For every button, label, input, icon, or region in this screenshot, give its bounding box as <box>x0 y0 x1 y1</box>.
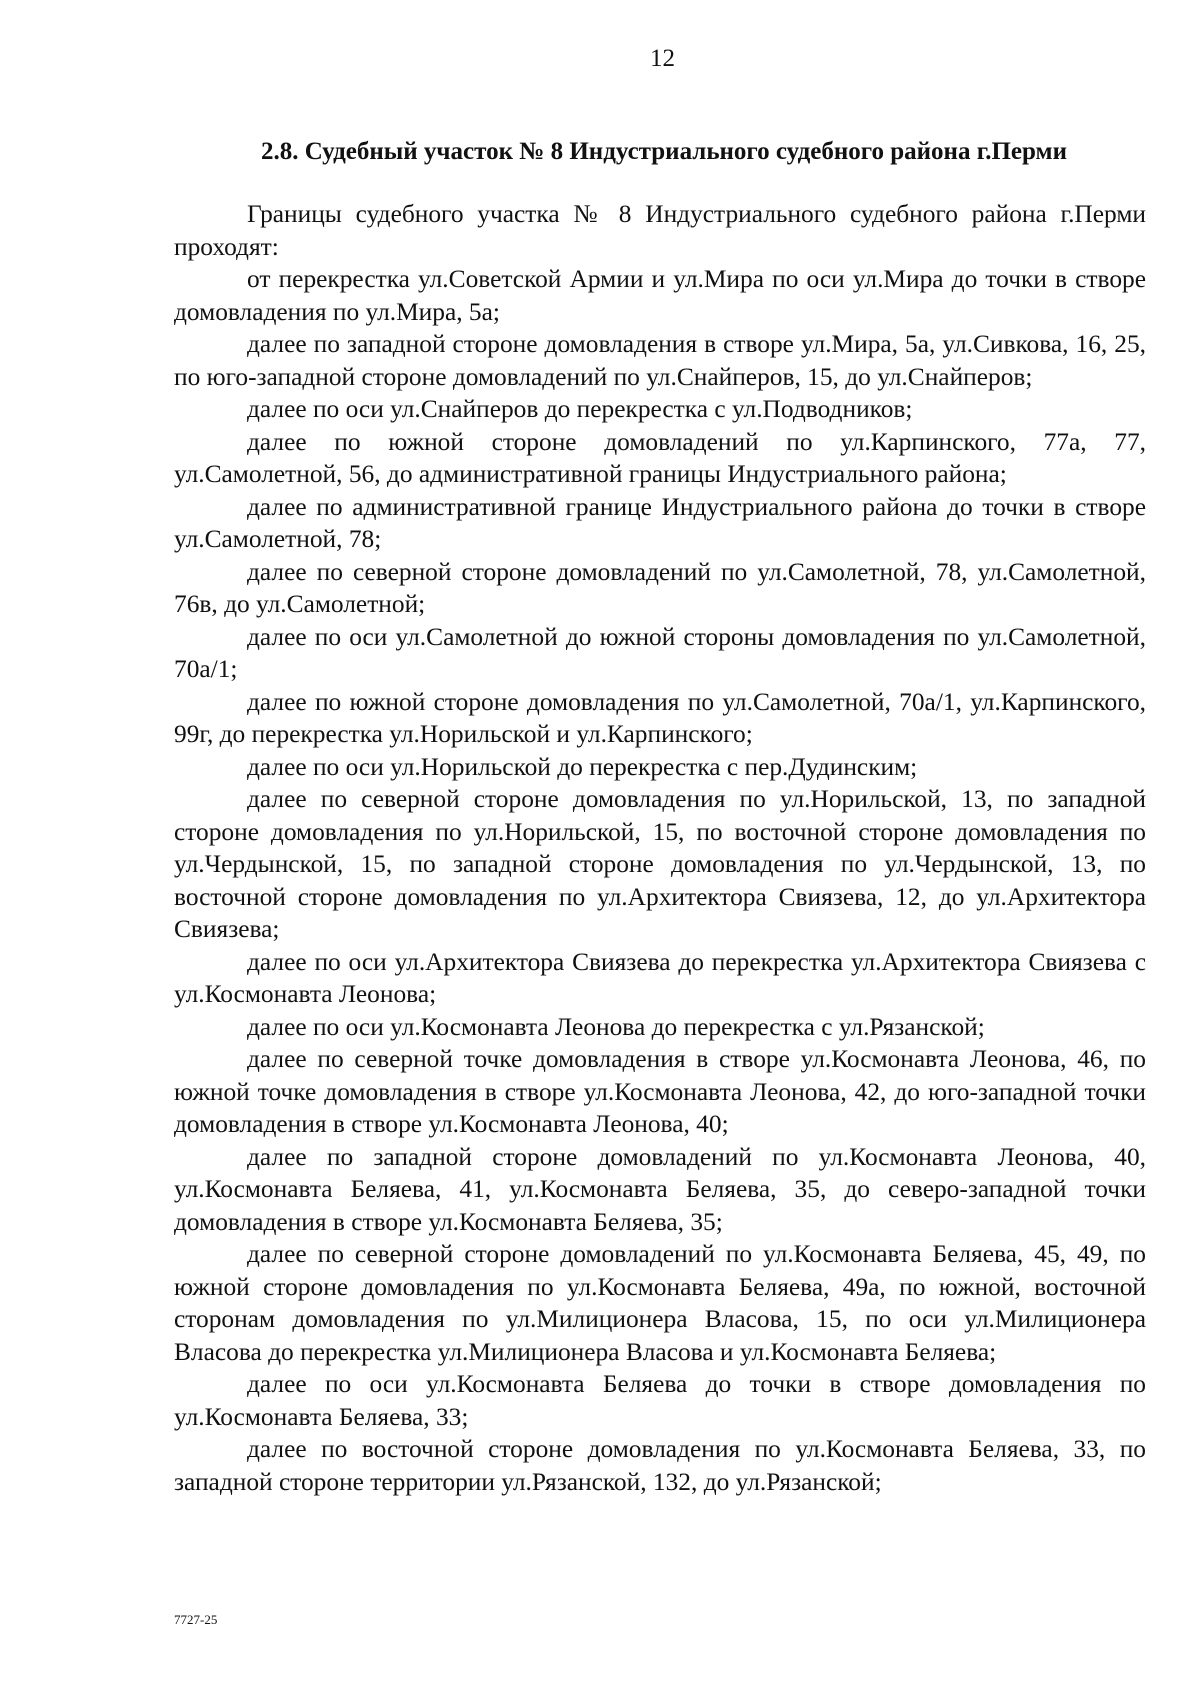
section-heading: 2.8. Судебный участок № 8 Индустриального судебного района г.Перми <box>261 138 1067 165</box>
paragraph: Границы судебного участка № 8 Индустриального судебного района г.Перми проходят: <box>174 200 1146 261</box>
page-number: 12 <box>650 45 675 72</box>
paragraph: далее по южной стороне домовладений по ул.Карпинского, 77а, 77, ул.Самолетной, 56, до административной границы Индустриального района; <box>174 427 1146 488</box>
paragraph: далее по оси ул.Космонавта Леонова до перекрестка с ул.Рязанской; <box>247 1012 985 1041</box>
paragraph: далее по северной стороне домовладения по ул.Норильской, 13, по западной стороне домовладения по ул.Норильской, 15, по восточной стороне домовладения по ул.Чердынской, 15, по западной стороне домовладения по ул.Чердынской, 13, по восточной стороне домовладения по ул.Архитектора Свиязева, 12, до ул.Архитектора Свиязева; <box>174 785 1146 943</box>
body-text <box>174 198 1146 1498</box>
paragraph: далее по административной границе Индустриального района до точки в створе ул.Самолетной, 78; <box>174 492 1146 553</box>
paragraph: от перекрестка ул.Советской Армии и ул.Мира по оси ул.Мира до точки в створе домовладения по ул.Мира, 5а; <box>174 265 1146 326</box>
paragraph: далее по оси ул.Снайперов до перекрестка с ул.Подводников; <box>247 395 913 423</box>
paragraph: далее по южной стороне домовладения по ул.Самолетной, 70а/1, ул.Карпинского, 99г, до перекрестка ул.Норильской и ул.Карпинского; <box>174 687 1146 748</box>
paragraph: далее по оси ул.Самолетной до южной стороны домовладения по ул.Самолетной, 70а/1; <box>174 622 1146 683</box>
paragraph: далее по оси ул.Космонавта Беляева до точки в створе домовладения по ул.Космонавта Беляева, 33; <box>174 1370 1146 1431</box>
paragraph: далее по восточной стороне домовладения по ул.Космонавта Беляева, 33, по западной стороне территории ул.Рязанской, 132, до ул.Рязанской; <box>174 1435 1146 1496</box>
paragraph: далее по северной стороне домовладений по ул.Самолетной, 78, ул.Самолетной, 76в, до ул.Самолетной; <box>174 557 1146 618</box>
paragraph: далее по оси ул.Норильской до перекрестка с пер.Дудинским; <box>247 752 918 781</box>
paragraph: далее по оси ул.Архитектора Свиязева до перекрестка ул.Архитектора Свиязева с ул.Космонавта Леонова; <box>174 947 1146 1008</box>
paragraph: далее по северной стороне домовладений по ул.Космонавта Беляева, 45, 49, по южной стороне домовладения по ул.Космонавта Беляева, 49а, по южной, восточной сторонам домовладения по ул.Милиционера Власова, 15, по оси ул.Милиционера Власова до перекрестка ул.Милиционера Власова и ул.Космонавта Беляева; <box>174 1240 1146 1366</box>
document-code: 7727-25 <box>174 1612 218 1627</box>
paragraph: далее по западной стороне домовладений по ул.Космонавта Леонова, 40, ул.Космонавта Беляева, 41, ул.Космонавта Беляева, 35, до северо-западной точки домовладения в створе ул.Космонавта Беляева, 35; <box>174 1142 1146 1236</box>
paragraph: далее по северной точке домовладения в створе ул.Космонавта Леонова, 46, по южной точке домовладения в створе ул.Космонавта Леонова, 42, до юго-западной точки домовладения в створе ул.Космонавта Леонова, 40; <box>174 1045 1146 1138</box>
paragraph: далее по западной стороне домовладения в створе ул.Мира, 5а, ул.Сивкова, 16, 25, по юго-западной стороне домовладений по ул.Снайперов, 15, до ул.Снайперов; <box>174 330 1146 391</box>
